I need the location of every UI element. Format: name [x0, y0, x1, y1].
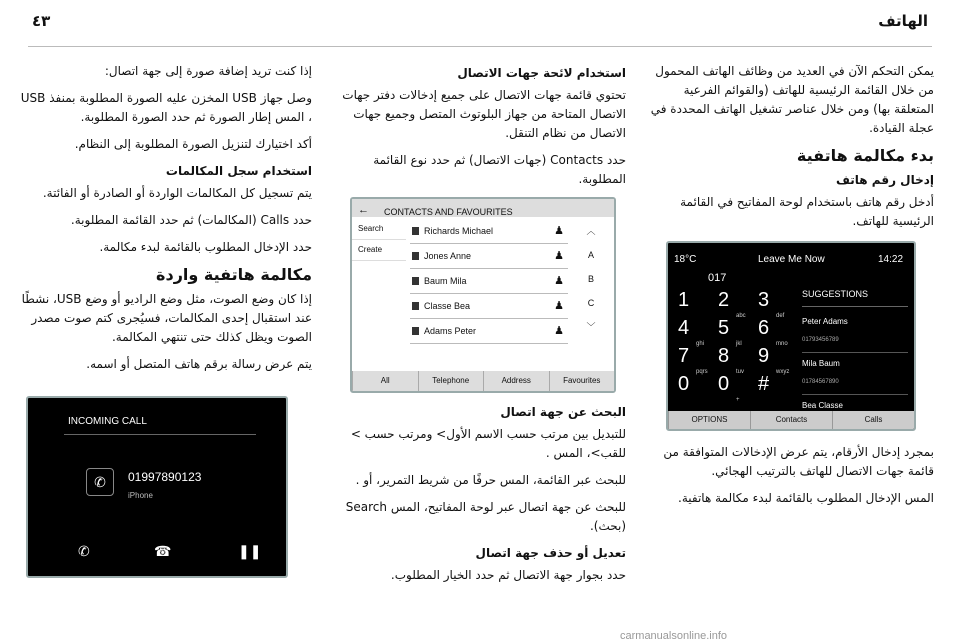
list-item[interactable]: Peter Adams 01793456789: [802, 311, 908, 353]
after-entry-paragraph: بمجرد إدخال الأرقام، يتم عرض الإدخالات المتوافقة من قائمة جهات الاتصال للهاتف بالترتيب الهجائي.: [663, 445, 934, 478]
heading-enter-number: إدخال رقم هاتف: [836, 173, 934, 187]
key-1[interactable]: 1: [678, 289, 690, 311]
contacts-screenshot: [350, 197, 616, 393]
key-9[interactable]: 9 wxyz: [758, 345, 790, 375]
person-icon: ♟: [554, 225, 564, 237]
table-row[interactable]: Jones Anne ♟: [410, 244, 568, 269]
key-3[interactable]: 3 def: [758, 289, 785, 319]
calls-entry-paragraph: حدد الإدخال المطلوب بالقائمة لبدء مكالمة.: [99, 240, 312, 254]
watermark: carmanualsonline.info: [620, 630, 728, 642]
contacts-tabs: [352, 371, 614, 391]
person-icon: ♟: [554, 300, 564, 312]
contacts-side-menu: [352, 219, 406, 261]
temperature: 18°C: [674, 254, 697, 265]
use-contacts-paragraph: تحتوي قائمة جهات الاتصال على جميع إدخالات دفتر جهات الاتصال المتاحة من جهاز البلوتوث المتصل وجميع جهات الاتصال من نظام التنقل.: [342, 88, 626, 140]
calls-select-paragraph: حدد Calls (المكالمات) ثم حدد القائمة المطلوبة.: [70, 213, 312, 227]
column-middle: [334, 62, 626, 593]
alphabet-scrollbar[interactable]: [572, 219, 610, 339]
tab-favourites[interactable]: Favourites: [549, 371, 615, 391]
key-4[interactable]: 4 ghi: [678, 317, 705, 347]
sort-paragraph: للتبديل بين مرتب حسب الاسم الأول> ومرتب حسب > للقب>، المس .: [350, 427, 626, 460]
accept-call-icon[interactable]: ✆: [78, 543, 90, 559]
table-row[interactable]: Richards Michael ♟: [410, 219, 568, 244]
calls-button[interactable]: Calls: [832, 411, 914, 429]
key-0-plus[interactable]: 0 +: [718, 373, 740, 403]
key-6[interactable]: 6 mno: [758, 317, 788, 347]
column-right: [642, 62, 934, 516]
contacts-title: CONTACTS AND FAVOURITES: [384, 207, 513, 217]
key-2[interactable]: 2 abc: [718, 289, 746, 319]
table-row[interactable]: Adams Peter ♟: [410, 319, 568, 344]
add-photo-paragraph: إذا كنت تريد إضافة صورة إلى جهة اتصال:: [104, 64, 312, 78]
heading-use-contacts: استخدام لائحة جهات الاتصال: [457, 66, 626, 80]
display-paragraph: يتم عرض رسالة برقم هاتف المتصل أو اسمه.: [86, 357, 312, 371]
letter-a[interactable]: A: [587, 250, 594, 260]
key-5[interactable]: 5 jkl: [718, 317, 742, 347]
clock: 14:22: [878, 254, 904, 265]
list-item[interactable]: Mila Baum 01784567890: [802, 353, 908, 395]
page-number: ٤٣: [32, 12, 51, 30]
heading-search-contact: البحث عن جهة اتصال: [500, 405, 626, 419]
suggestions-list: [802, 285, 908, 431]
touch-entry-paragraph: المس الإدخال المطلوب بالقائمة لبدء مكالمة هاتفية.: [678, 491, 934, 505]
contacts-list: [410, 219, 568, 344]
usb-paragraph: وصل جهاز USB المخزن عليه الصورة المطلوبة بمنفذ USB ، المس إطار الصورة ثم حدد الصورة المطلوبة.: [20, 91, 312, 124]
caller-number: 01997890123: [128, 470, 202, 484]
person-icon: ♟: [554, 250, 564, 262]
select-contacts-paragraph: حدد Contacts (جهات الاتصال) ثم حدد نوع القائمة المطلوبة.: [373, 153, 626, 186]
heading-incoming-call: مكالمة هاتفية واردة: [156, 265, 312, 284]
page-title: الهاتف: [878, 12, 928, 30]
dialed-number: 017: [708, 272, 727, 284]
confirm-paragraph: أكد اختيارك لتنزيل الصورة المطلوبة إلى النظام.: [74, 137, 312, 151]
enter-number-paragraph: أدخل رقم هاتف باستخدام لوحة المفاتيح في القائمة الرئيسية للهاتف.: [680, 195, 934, 228]
edit-contact-paragraph: حدد بجوار جهة الاتصال ثم حدد الخيار المطلوب.: [390, 568, 626, 582]
person-icon: ♟: [554, 275, 564, 287]
caller-device: iPhone: [128, 491, 153, 500]
list-item[interactable]: Bea Classe: [802, 395, 908, 431]
intro-paragraph: يمكن التحكم الآن في العديد من وظائف الهاتف المحمول من خلال القائمة الرئيسية للهاتف (والقوائم الفرعية المتعلقة بها) ومن خلال عناصر تشغيل الهاتف المحددة في عجلة القيادة.: [650, 64, 934, 135]
search-button[interactable]: Search: [352, 219, 406, 240]
letter-b[interactable]: B: [587, 274, 594, 284]
options-button[interactable]: OPTIONS: [668, 411, 750, 429]
key-0[interactable]: 0: [678, 373, 690, 395]
decline-call-icon[interactable]: ☎: [154, 543, 172, 559]
now-playing: Leave Me Now: [758, 254, 825, 265]
incoming-paragraph: إذا كان وضع الصوت، مثل وضع الراديو أو وضع USB، نشطًا عند استقبال إحدى المكالمات، فسيُجرى كتم صوت مصدر الصوت ويظل كذلك حتى تنتهي المكالمة.: [21, 292, 312, 344]
tab-all[interactable]: All: [352, 371, 418, 391]
title-divider: [64, 434, 256, 435]
key-7[interactable]: 7 pqrs: [678, 345, 708, 375]
chevron-up-icon[interactable]: ︿: [586, 226, 596, 236]
heading-call-history: استخدام سجل المكالمات: [165, 164, 312, 178]
keypad-bottom-bar: [668, 411, 914, 429]
history-paragraph: يتم تسجيل كل المكالمات الواردة أو الصادرة أو الفائتة.: [42, 186, 312, 200]
create-button[interactable]: Create: [352, 240, 406, 261]
tab-telephone[interactable]: Telephone: [418, 371, 484, 391]
page-header: [0, 0, 960, 40]
heading-edit-contact: تعديل أو حذف جهة اتصال: [475, 546, 626, 560]
incoming-call-screenshot: [26, 396, 288, 578]
keypad-screenshot: [666, 241, 916, 431]
key-hash[interactable]: #: [758, 373, 770, 395]
keyboard-search-paragraph: للبحث عن جهة اتصال عبر لوحة المفاتيح، المس Search (بحث).: [345, 500, 626, 533]
contacts-title-bar: [352, 199, 614, 217]
column-left: [20, 62, 312, 578]
letter-c[interactable]: C: [587, 298, 595, 308]
table-row[interactable]: Baum Mila ♟: [410, 269, 568, 294]
header-divider: [28, 46, 932, 47]
heading-start-call: بدء مكالمة هاتفية: [796, 146, 934, 165]
pause-icon[interactable]: ❚❚: [238, 543, 262, 559]
table-row[interactable]: Classe Bea ♟: [410, 294, 568, 319]
key-8[interactable]: 8 tuv: [718, 345, 745, 375]
tab-address[interactable]: Address: [483, 371, 549, 391]
incoming-title: INCOMING CALL: [68, 416, 147, 427]
person-icon: ♟: [554, 325, 564, 337]
chevron-down-icon[interactable]: ﹀: [586, 322, 596, 332]
suggestions-title: SUGGESTIONS: [802, 285, 908, 307]
phone-icon: ✆: [86, 468, 114, 496]
back-arrow-icon[interactable]: ←: [358, 204, 369, 216]
scroll-paragraph: للبحث عبر القائمة، المس حرفًا من شريط التمرير، أو .: [355, 473, 626, 487]
status-bar: [674, 248, 908, 264]
contacts-button[interactable]: Contacts: [750, 411, 832, 429]
